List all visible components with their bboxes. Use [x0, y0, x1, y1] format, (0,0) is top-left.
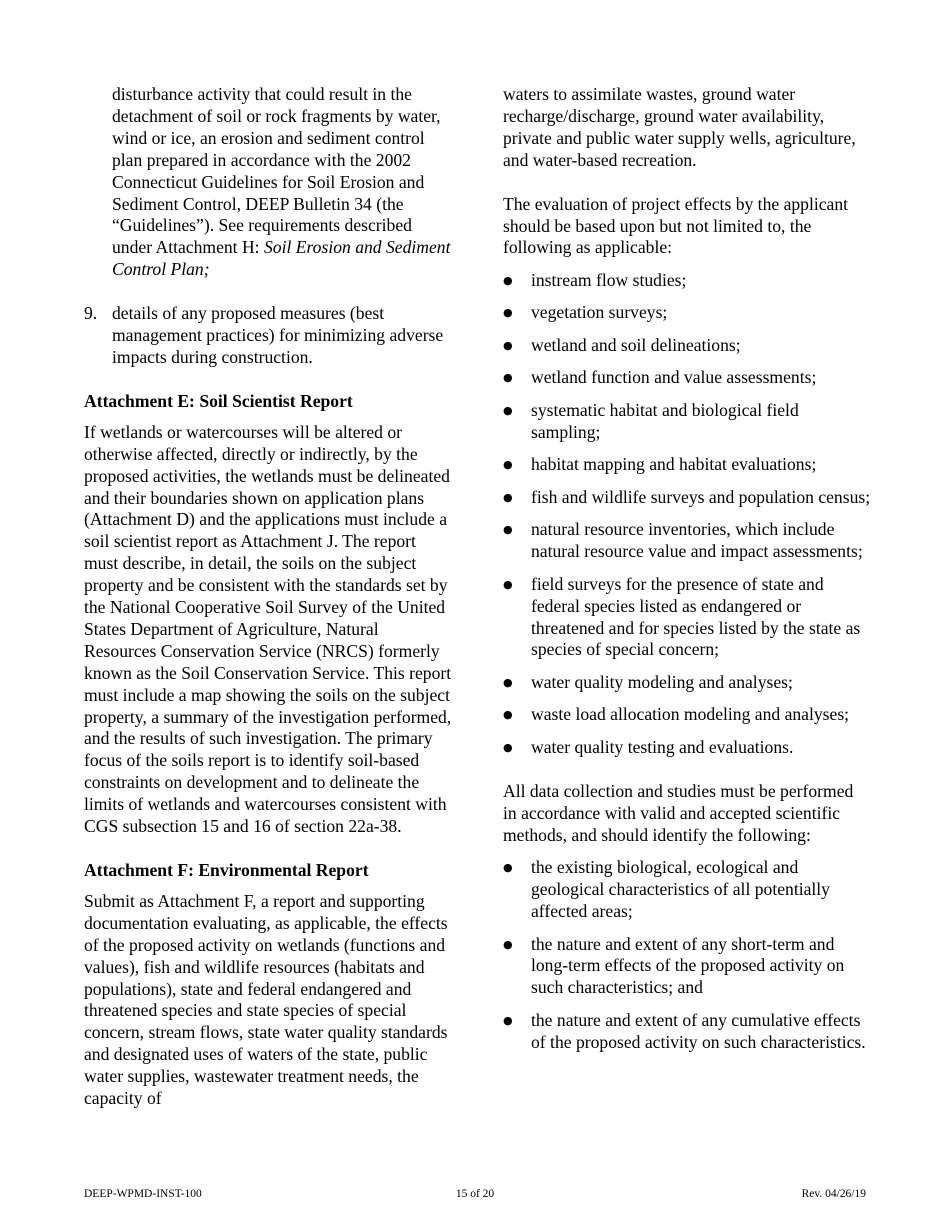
evaluation-item-text: water quality modeling and analyses; [531, 671, 793, 692]
continued-item-text: disturbance activity that could result in the detachment of soil or rock fragments by water, wind or ice, an erosion and sediment control plan prepared in accordance with the 2002 Connecticut Guidelines for Soil Erosion and Sediment Control, DEEP Bulletin 34 (the “Guidelines”). See requirements described under Attachment H: [112, 84, 441, 258]
evaluation-item-text: field surveys for the presence of state and federal species listed as endangered or threatened and for species listed by the state as species of special concern; [531, 573, 861, 660]
bullet-icon: ● [503, 675, 513, 689]
bullet-icon: ● [503, 458, 513, 472]
evaluation-item-text: water quality testing and evaluations. [531, 736, 794, 757]
evaluation-item-text: vegetation surveys; [531, 302, 668, 323]
evaluation-item-text: habitat mapping and habitat evaluations; [531, 454, 817, 475]
evaluation-item-text: waste load allocation modeling and analyses; [531, 704, 850, 725]
footer-revision: Rev. 04/26/19 [801, 1188, 866, 1200]
footer-doc-id: DEEP-WPMD-INST-100 [84, 1188, 202, 1200]
evaluation-item [503, 487, 871, 509]
bullet-icon: ● [503, 338, 513, 352]
evaluation-item [503, 574, 871, 662]
bullet-icon: ● [503, 490, 513, 504]
evaluation-item [503, 367, 871, 389]
evaluation-item-text: wetland and soil delineations; [531, 334, 741, 355]
identify-item [503, 857, 871, 923]
attachment-f-body: Submit as Attachment F, a report and supporting documentation evaluating, as applicable, the effects of the proposed activity on wetlands (functions and values), fish and wildlife resources (habitats and populations), state and federal endangered and threatened species and state species of special concern, stream flows, state water quality standards and designated uses of waters of the state, public water supplies, wastewater treatment needs, the capacity of [84, 890, 448, 1109]
identify-item-text: the nature and extent of any short-term and long-term effects of the proposed activity on such characteristics; and [531, 933, 845, 998]
evaluation-item [503, 704, 871, 726]
evaluation-item-text: natural resource inventories, which include natural resource value and impact assessments; [531, 519, 863, 562]
continued-list-item [84, 84, 452, 281]
bullet-icon: ● [503, 523, 513, 537]
item-text: details of any proposed measures (best management practices) for minimizing adverse impacts during construction. [112, 303, 444, 367]
evaluation-item-text: fish and wildlife surveys and population census; [531, 486, 871, 507]
bullet-icon: ● [503, 577, 513, 591]
evaluation-item [503, 302, 871, 324]
evaluation-item [503, 454, 871, 476]
identify-item-text: the existing biological, ecological and geological characteristics of all potentially affected areas; [531, 857, 830, 921]
item-number: 9. [84, 303, 98, 324]
footer-page-number: 15 of 20 [455, 1188, 495, 1200]
bullet-icon: ● [503, 273, 513, 287]
attachment-f-heading: Attachment F: Environmental Report [84, 860, 369, 880]
numbered-item-9 [84, 303, 452, 369]
data-collection-intro: All data collection and studies must be performed in accordance with valid and accepted scientific methods, and should identify the following: [503, 780, 854, 845]
evaluation-item-text: systematic habitat and biological field sampling; [531, 399, 799, 442]
evaluation-item-text: instream flow studies; [531, 269, 687, 290]
bullet-icon: ● [503, 708, 513, 722]
bullet-icon: ● [503, 306, 513, 320]
evaluation-item [503, 400, 871, 444]
bullet-icon: ● [503, 937, 513, 951]
evaluation-list [503, 270, 871, 759]
identify-item [503, 1010, 871, 1054]
evaluation-item [503, 335, 871, 357]
attachment-e-body: If wetlands or watercourses will be altered or otherwise affected, directly or indirectly, by the proposed activities, the wetlands must be delineated and their boundaries shown on application plans (Attachment D) and the applications must include a soil scientist report as Attachment J. The report must describe, in detail, the soils on the subject property and be consistent with the standards set by the National Cooperative Soil Survey of the United States Department of Agriculture, Natural Resources Conservation Service (NRCS) formerly known as the Soil Conservation Service. This report must include a map showing the soils on the subject property, a summary of the investigation performed, and the results of such investigation. The primary focus of the soils report is to identify soil-based constraints on development and to delineate the limits of wetlands and watercourses consistent with CGS subsection 15 and 16 of section 22a-38. [84, 421, 452, 837]
evaluation-item [503, 270, 871, 292]
bullet-icon: ● [503, 1013, 513, 1027]
bullet-icon: ● [503, 403, 513, 417]
bullet-icon: ● [503, 861, 513, 875]
bullet-icon: ● [503, 740, 513, 754]
identify-item [503, 934, 871, 1000]
evaluation-intro: The evaluation of project effects by the applicant should be based upon but not limited to, the following as applicable: [503, 193, 849, 258]
attachment-e-heading: Attachment E: Soil Scientist Report [84, 390, 353, 411]
left-column [84, 84, 452, 1110]
attachment-f-continuation: waters to assimilate wastes, ground water recharge/discharge, ground water availability, private and public water supply wells, agriculture, and water-based recreation. [503, 84, 856, 170]
continued-item-italic: Soil Erosion and Sediment Control Plan; [112, 237, 451, 280]
identify-item-text: the nature and extent of any cumulative effects of the proposed activity on such characteristics. [531, 1009, 866, 1052]
bullet-icon: ● [503, 371, 513, 385]
identify-list [503, 857, 871, 1053]
evaluation-item [503, 737, 871, 759]
evaluation-item-text: wetland function and value assessments; [531, 367, 817, 388]
evaluation-item [503, 519, 871, 563]
right-column [503, 84, 871, 1076]
evaluation-item [503, 672, 871, 694]
